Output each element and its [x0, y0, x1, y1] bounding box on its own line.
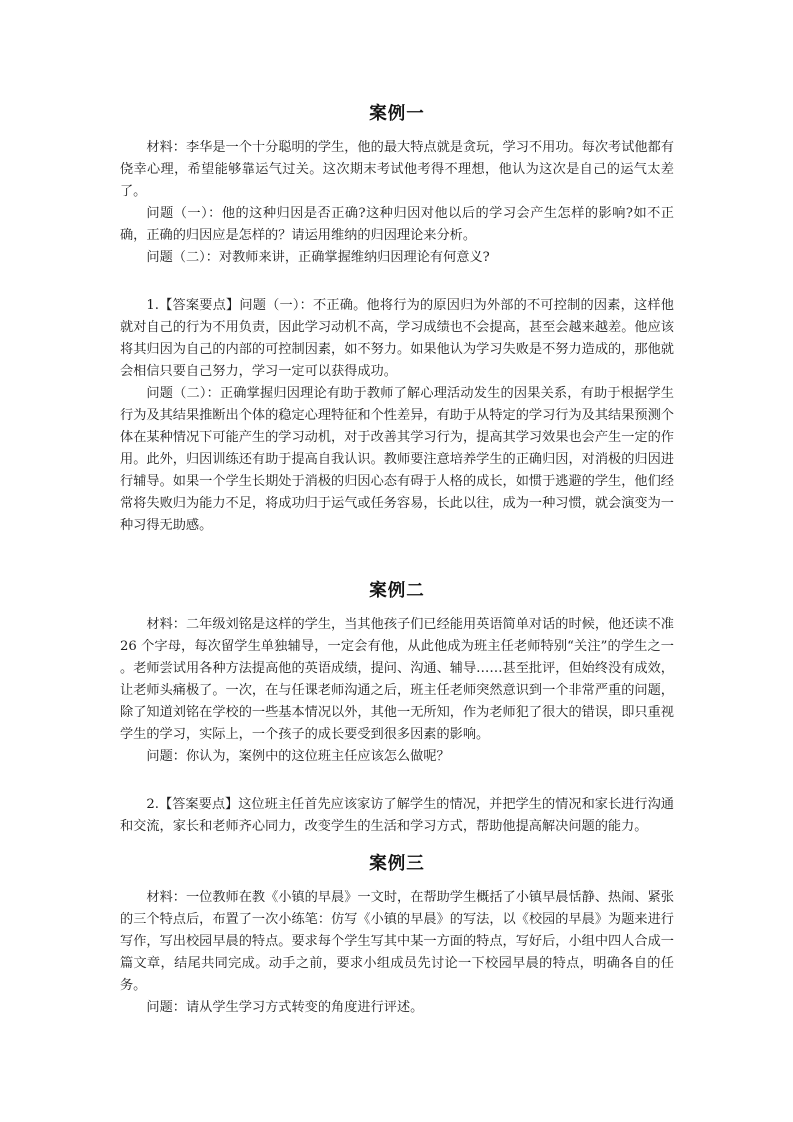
case-2-question-1: 问题：你认为，案例中的这位班主任应该怎么做呢？ — [146, 749, 450, 764]
spacer — [120, 269, 674, 295]
case-heading-1: 案例一 — [369, 104, 425, 124]
case-heading-3: 案例三 — [369, 854, 425, 874]
case-1-answer-1: 1.【答案要点】问题（一）：不正确。他将行为的原因归为外部的不可控制的因素，这样他就对自己的行为不用负责，因此学习动机不高，学习成绩也不会提高，甚至会越来越差。他应该将其归因为自己的内部的可控制因素，如不努力。如果他认为学习失败是不努力造成的，那他就会相信只要自己努力，学习一定可以获得成功。 — [120, 298, 674, 379]
case-2-answer-1: 2.【答案要点】这位班主任首先应该家访了解学生的情况，并把学生的情况和家长进行沟通和交流，家长和老师齐心同力，改变学生的生活和学习方式，帮助他提高解决问题的能力。 — [120, 797, 674, 834]
case-1-question-2: 问题（二）：对教师来讲，正确掌握维纳归因理论有何意义? — [146, 250, 490, 265]
case-2-material: 材料：二年级刘铭是这样的学生，当其他孩子们已经能用英语简单对话的时候，他还读不准 26 个字母，每次留学生单独辅导，一定会有他，从此他成为班主任老师特别“关注”的学生之一 。老师尝试用各种方法提高他的英语成绩，提问、沟通、辅导……甚至批评，但始终没有成效，让老师头痛极了。一次，在与任课老师沟通之后，班主任老师突然意识到一个非常严重的问题，除了知道刘铭在学校的一些基本情况以外，其他一无所知，作为老师犯了很大的错误，即只重视学生的学习，实际上，一个孩子的成长要受到很多因素的影响。 — [120, 617, 674, 742]
case-1-question-1: 问题（一）：他的这种归因是否正确?这种归因对他以后的学习会产生怎样的影响?如不正确，正确的归因应是怎样的？请运用维纳的归因理论来分析。 — [120, 206, 674, 243]
spacer — [120, 768, 674, 794]
page-content — [120, 0, 674, 1019]
case-3-material: 材料：一位教师在教《小镇的早晨》一文时，在帮助学生概括了小镇早晨恬静、热闹、紧张的三个特点后，布置了一次小练笔：仿写《小镇的早晨》的写法，以《校园的早晨》为题来进行写作，写出校园早晨的特点。要求每个学生写其中某一方面的特点，写好后，小组中四人合成一篇文章，结尾共同完成。动手之前，要求小组成员先讨论一下校园早晨的特点，明确各自的任务。 — [120, 890, 674, 993]
case-1-answer-2: 问题（二）：正确掌握归因理论有助于教师了解心理活动发生的因果关系，有助于根据学生行为及其结果推断出个体的稳定心理特征和个性差异，有助于从特定的学习行为及其结果预测个体在某种情况下可能产生的学习动机，对于改善其学习行为，提高其学习效果也会产生一定的作用。此外，归因训练还有助于提高自我认识。教师要注意培养学生的正确归因，对消极的归因进行辅导。如果一个学生长期处于消极的归因心态有碍于人格的成长，如惯于逃避的学生，他们经常将失败归为能力不足，将成功归于运气或任务容易，长此以往，成为一种习惯，就会演变为一种习得无助感。 — [120, 386, 674, 533]
case-1-material: 材料：李华是一个十分聪明的学生，他的最大特点就是贪玩，学习不用功。每次考试他都有侥幸心理，希望能够靠运气过关。这次期末考试他考得不理想，他认为这次是自己的运气太差了。 — [120, 140, 674, 199]
case-heading-2: 案例二 — [369, 581, 425, 601]
case-3-question-1: 问题：请从学生学习方式转变的角度进行评述。 — [146, 1000, 424, 1015]
